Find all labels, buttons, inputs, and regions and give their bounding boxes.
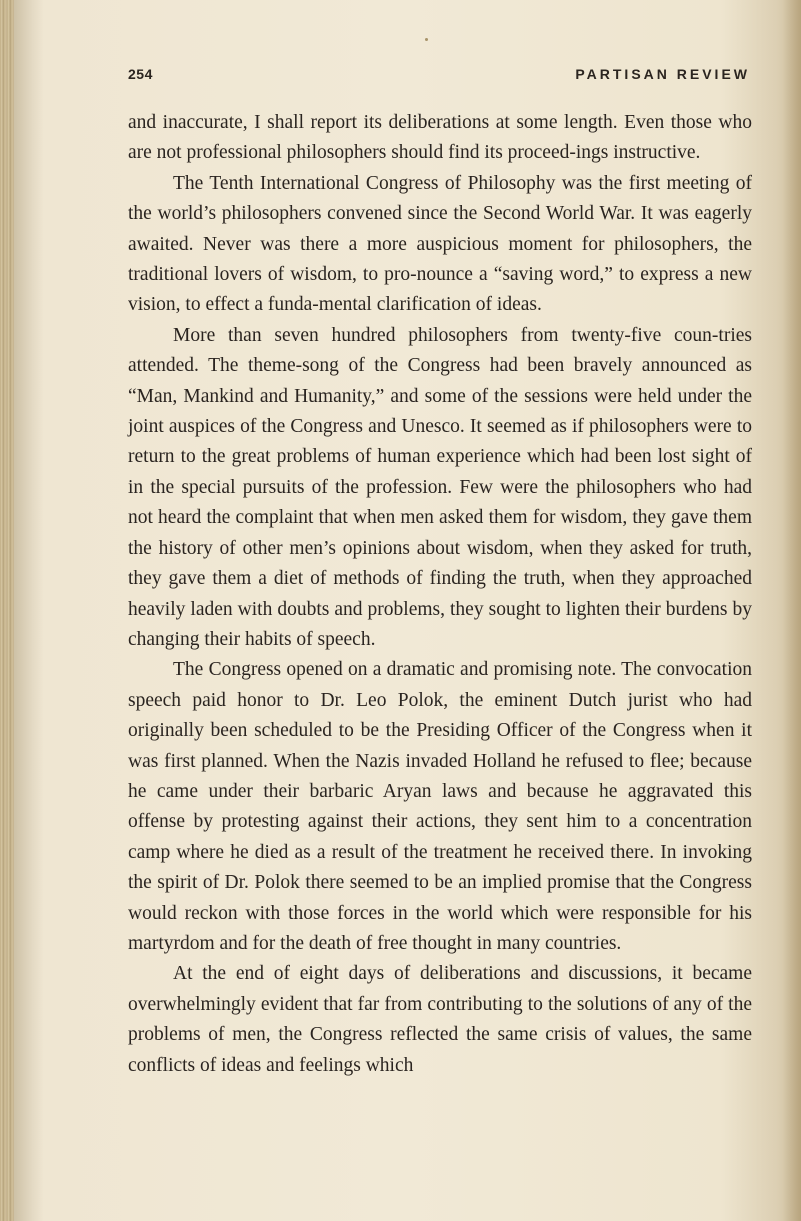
paragraph: More than seven hundred philosophers from twenty-five coun-tries attended. The theme-song of the Congress had been bravely announced as “Man, Mankind and Humanity,” and some of the sessions were held under the joint auspices of the Congress and Unesco. It seemed as if philosophers were to return to the great problems of human experience which had been lost sight of in the special pursuits of the profession. Few were the philosophers who had not heard the complaint that when men asked them for wisdom, they gave them the history of other men’s opinions about wisdom, when they asked for truth, they gave them a diet of methods of finding the truth, when they approached heavily laden with doubts and problems, they sought to lighten their burdens by changing their habits of speech. <box>128 324 752 650</box>
gutter-shadow <box>14 0 44 1221</box>
page-number: 254 <box>128 66 153 82</box>
paragraph: The Congress opened on a dramatic and promising note. The convocation speech paid honor to Dr. Leo Polok, the eminent Dutch jurist who had originally been scheduled to be the Presiding Officer of the Congress when it was first planned. When the Nazis invaded Holland he refused to flee; because he came under their barbaric Aryan laws and because he aggravated this offense by protesting against their actions, they sent him to a concentration camp where he died as a result of the treatment he received there. In invoking the spirit of Dr. Polok there seemed to be an implied promise that the Congress would reckon with those forces in the world which were responsible for his martyrdom and for the death of free thought in many countries. <box>128 659 752 954</box>
page-edge-shadow <box>783 0 801 1221</box>
body-text <box>128 108 752 1081</box>
running-head: PARTISAN REVIEW <box>575 66 750 82</box>
paragraph-continued: and inaccurate, I shall report its deliberations at some length. Even those who are not professional philosophers should find its proceed-ings instructive. <box>128 112 752 164</box>
page-header <box>128 66 750 90</box>
page-speck <box>425 38 428 41</box>
paragraph: At the end of eight days of deliberations and discussions, it became overwhelmingly evident that far from contributing to the solutions of any of the problems of men, the Congress reflected the same crisis of values, the same conflicts of ideas and feelings which <box>128 963 752 1076</box>
book-binding-gutter <box>0 0 14 1221</box>
paragraph: The Tenth International Congress of Philosophy was the first meeting of the world’s philosophers convened since the Second World War. It was eagerly awaited. Never was there a more auspicious moment for philosophers, the traditional lovers of wisdom, to pro-nounce a “saving word,” to express a new vision, to effect a funda-mental clarification of ideas. <box>128 172 752 316</box>
